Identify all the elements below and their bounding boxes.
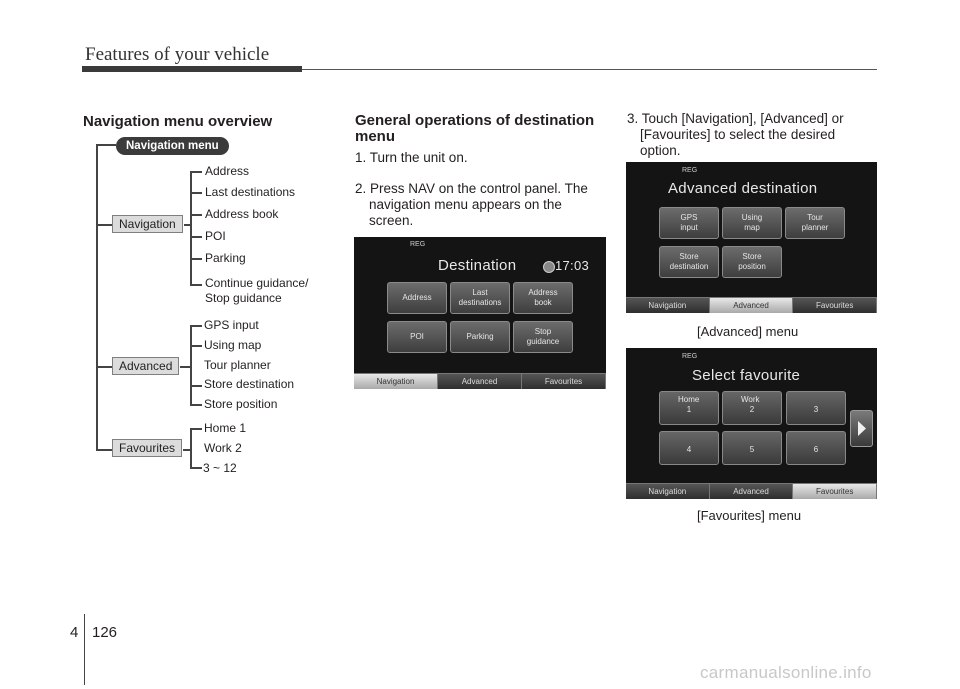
header-bar: [82, 66, 302, 72]
screen-title: Destination: [438, 257, 517, 274]
reg-indicator: REG: [682, 353, 698, 360]
button-number: 2: [749, 405, 755, 414]
button-label: book: [534, 298, 552, 307]
button-label: Tour: [807, 213, 823, 222]
tree-connector: [96, 449, 112, 451]
button-label: Store: [742, 252, 762, 261]
tree-tick: [190, 385, 202, 387]
button-label: Store: [679, 252, 699, 261]
favourite-4-button[interactable]: [659, 431, 719, 465]
favourites-menu-caption: [Favourites] menu: [697, 508, 802, 523]
page-number: 126: [92, 624, 118, 641]
tree-branch: [190, 428, 192, 468]
tree-item: Parking: [205, 251, 246, 265]
favourite-5-button[interactable]: [722, 431, 782, 465]
parking-button[interactable]: [450, 321, 510, 353]
tree-item: Address: [205, 164, 250, 178]
tree-trunk: [96, 144, 98, 450]
using-map-button[interactable]: [722, 207, 782, 239]
screen-tab-bar: [354, 373, 606, 389]
gps-input-button[interactable]: [659, 207, 719, 239]
tree-group-favourites: Favourites: [112, 439, 182, 457]
button-label: Address: [402, 293, 432, 302]
tree-branch: [190, 171, 192, 285]
general-ops-title-line1: General operations of destination: [355, 112, 595, 129]
tab-navigation[interactable]: Navigation: [626, 298, 710, 313]
tree-tick: [190, 284, 202, 286]
chapter-number: 4: [70, 624, 79, 641]
button-label: destination: [669, 262, 709, 271]
button-number: 4: [686, 445, 692, 454]
button-label: Stop: [534, 327, 552, 336]
favourite-6-button[interactable]: [786, 431, 846, 465]
step-3-line3: option.: [640, 143, 681, 158]
tree-item: Store position: [204, 397, 278, 411]
tree-tick: [190, 214, 202, 216]
tree-tick: [190, 258, 202, 260]
tree-item: Tour planner: [204, 358, 271, 372]
favourite-1-button[interactable]: [659, 391, 719, 425]
tree-tick: [190, 404, 202, 406]
tree-item: Stop guidance: [205, 291, 282, 305]
store-destination-button[interactable]: [659, 246, 719, 278]
tree-tick: [190, 428, 202, 430]
tree-group-advanced: Advanced: [112, 357, 179, 375]
button-label: input: [680, 223, 698, 232]
poi-button[interactable]: [387, 321, 447, 353]
tree-tick: [190, 236, 202, 238]
screen-tab-bar: [626, 297, 877, 313]
tab-favourites[interactable]: Favourites: [793, 298, 877, 313]
button-label: Parking: [466, 332, 494, 341]
destination-screen: [354, 237, 606, 389]
button-label: Last: [472, 288, 488, 297]
address-button[interactable]: [387, 282, 447, 314]
tree-item: Home 1: [204, 421, 247, 435]
overview-title: Navigation menu overview: [83, 113, 273, 130]
tab-favourites[interactable]: Favourites: [793, 484, 877, 499]
tree-item: GPS input: [204, 318, 259, 332]
tree-item: Using map: [204, 338, 262, 352]
tour-planner-button[interactable]: [785, 207, 845, 239]
button-number: 5: [749, 445, 755, 454]
button-label: planner: [801, 223, 829, 232]
button-label: Address: [528, 288, 558, 297]
button-label: POI: [410, 332, 424, 341]
button-label: guidance: [526, 337, 560, 346]
tree-tick: [190, 171, 202, 173]
button-label: destinations: [458, 298, 502, 307]
tree-item: POI: [205, 229, 226, 243]
reg-indicator: REG: [410, 241, 426, 248]
tab-advanced[interactable]: Advanced: [710, 484, 794, 499]
tree-connector: [96, 144, 116, 146]
footer-divider: [84, 614, 85, 685]
favourite-2-button[interactable]: [722, 391, 782, 425]
tree-item: Continue guidance/: [205, 276, 309, 290]
clock-icon: [543, 261, 555, 273]
reg-indicator: REG: [682, 167, 698, 174]
next-page-button[interactable]: [850, 410, 873, 447]
advanced-screen: [626, 162, 877, 313]
general-ops-title-line2: menu: [355, 128, 396, 145]
watermark: carmanualsonline.info: [700, 663, 872, 682]
tree-item: Last destinations: [205, 185, 296, 199]
store-position-button[interactable]: [722, 246, 782, 278]
chevron-right-icon: [851, 411, 872, 446]
screen-clock: 17:03: [555, 258, 590, 273]
step-2-line2: navigation menu appears on the: [369, 197, 562, 212]
tree-item: Store destination: [204, 377, 295, 391]
step-3-line1: 3. Touch [Navigation], [Advanced] or: [627, 111, 844, 126]
button-label: Home: [678, 395, 700, 404]
button-label: position: [738, 262, 766, 271]
tab-favourites[interactable]: Favourites: [522, 374, 606, 389]
tree-tick: [190, 192, 202, 194]
screen-tab-bar: [626, 483, 877, 499]
button-label: Using: [741, 213, 763, 222]
step-1: 1. Turn the unit on.: [355, 150, 468, 165]
step-3-line2: [Favourites] to select the desired: [640, 127, 836, 142]
tab-advanced[interactable]: Advanced: [710, 298, 794, 313]
advanced-menu-caption: [Advanced] menu: [697, 324, 799, 339]
button-number: 6: [813, 445, 819, 454]
tree-connector: [96, 366, 112, 368]
tree-branch: [190, 325, 192, 405]
tree-tick: [190, 325, 202, 327]
tree-tick: [190, 345, 202, 347]
button-number: 3: [813, 405, 819, 414]
tree-group-navigation: Navigation: [112, 215, 183, 233]
screen-title: Select favourite: [692, 367, 801, 384]
button-number: 1: [686, 405, 692, 414]
tab-advanced[interactable]: Advanced: [438, 374, 522, 389]
favourites-screen: [626, 348, 877, 499]
tree-connector: [96, 224, 112, 226]
step-2-line3: screen.: [369, 213, 414, 228]
tree-item: Address book: [205, 207, 279, 221]
screen-title: Advanced destination: [668, 180, 818, 197]
step-2-line1: 2. Press NAV on the control panel. The: [355, 181, 588, 196]
button-label: Work: [741, 395, 760, 404]
tab-navigation[interactable]: Navigation: [626, 484, 710, 499]
tree-root-badge: Navigation menu: [116, 137, 229, 155]
tree-item: Work 2: [204, 441, 242, 455]
favourite-3-button[interactable]: [786, 391, 846, 425]
tree-item: 3 ~ 12: [203, 461, 237, 475]
button-label: GPS: [680, 213, 698, 222]
last-destinations-button[interactable]: [450, 282, 510, 314]
page-header-title: Features of your vehicle: [85, 44, 270, 65]
stop-guidance-button[interactable]: [513, 321, 573, 353]
header-rule: [302, 69, 877, 70]
address-book-button[interactable]: [513, 282, 573, 314]
tab-navigation[interactable]: Navigation: [354, 374, 438, 389]
button-label: map: [744, 223, 760, 232]
tree-tick: [190, 467, 202, 469]
